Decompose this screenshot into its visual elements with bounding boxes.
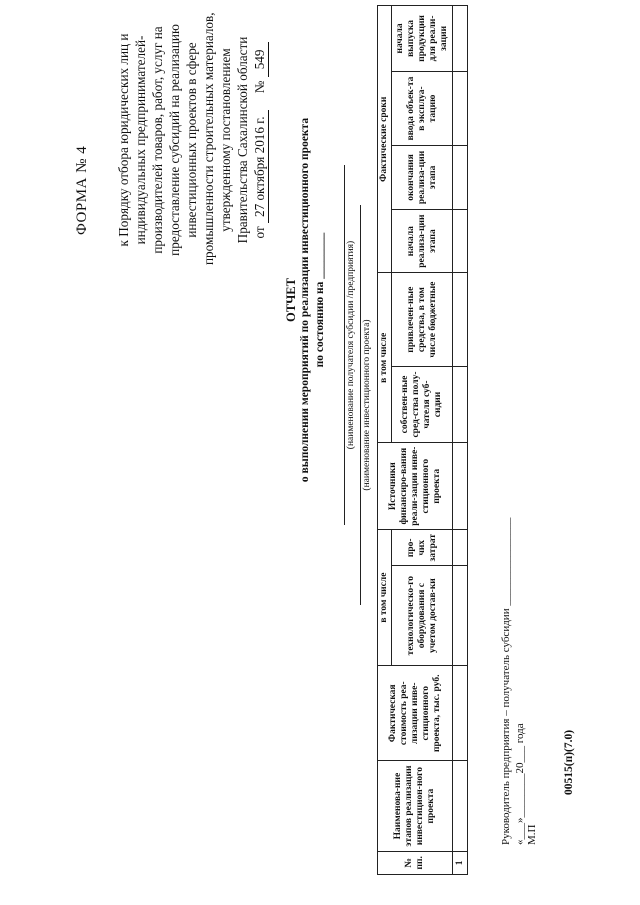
report-title: ОТЧЕТ: [284, 278, 298, 322]
table-cell: [453, 443, 468, 530]
col-header-stage: Наименова-ние этапов реализации инвестицион-ного проекта: [378, 761, 453, 851]
col-header-stage-end: окончания реализа-ции этапа: [392, 146, 453, 210]
col-header-cost: Фактическая стоимость реа-лизации инве-стиционного проекта, тыс. руб.: [378, 666, 453, 761]
table-cell: [453, 761, 468, 851]
form-title: ФОРМА № 4: [74, 145, 90, 235]
header-line: к Порядку отбора юридических лиц и: [116, 33, 131, 247]
header-line: инвестиционных проектов в сфере: [184, 42, 199, 238]
document-code: 00515(п)(7.0): [563, 729, 575, 795]
sign-no-label: №: [252, 80, 267, 94]
sign-date: 27 октября 2016 г.: [251, 110, 269, 223]
sign-no: 549: [251, 42, 269, 78]
project-caption: (наименование инвестиционного проекта): [362, 319, 372, 491]
col-header-including-cost: в том числе: [378, 530, 392, 666]
recipient-line: [344, 165, 345, 525]
col-header-number: № пп.: [378, 851, 453, 874]
report-date: по состоянию на ________: [314, 232, 326, 368]
date-line: «___»________20___ года: [514, 723, 526, 845]
col-header-stage-start: начала реализа-ции этапа: [392, 209, 453, 273]
col-header-including-sources: в том числе: [378, 273, 392, 443]
row-number: 1: [453, 851, 468, 874]
col-header-deadlines: Фактические сроки: [378, 6, 392, 273]
form-header: [115, 12, 269, 265]
table-cell: [453, 273, 468, 366]
table-cell: [453, 530, 468, 566]
col-header-own-funds: собствен-ные сред-ства полу-чателя суб-сидии: [392, 366, 453, 442]
project-line: [360, 205, 361, 605]
signature-line: Руководитель предприятия – получатель субсидии ________________: [500, 517, 512, 845]
table-cell: [453, 6, 468, 72]
table-cell: [453, 146, 468, 210]
header-line: Правительства Сахалинской области: [235, 36, 250, 244]
header-line: предоставление субсидий на реализацию: [167, 24, 182, 256]
sign-prefix: от: [252, 226, 267, 239]
table-cell: [453, 666, 468, 761]
report-subtitle: о выполнении мероприятий по реализации инвестиционного проекта: [299, 117, 311, 483]
report-table: [377, 5, 468, 875]
header-line: утвержденному постановлением: [218, 48, 233, 232]
recipient-caption: (наименование получателя субсидии /предприятия): [346, 240, 356, 450]
col-header-equipment: технологическо-го оборудования с учетом достав-ки: [392, 566, 453, 666]
table-cell: [453, 366, 468, 442]
sign-line: [251, 15, 269, 265]
table-cell: [453, 566, 468, 666]
header-line: промышленности строительных материалов,: [201, 12, 216, 265]
table-cell: [453, 71, 468, 145]
table-cell: [453, 209, 468, 273]
col-header-other-costs: про-чих затрат: [392, 530, 453, 566]
col-header-commissioning: ввода объек-та в эксплуа-тацию: [392, 71, 453, 145]
header-line: производителей товаров, работ, услуг на: [150, 26, 165, 254]
table-row: [453, 6, 468, 875]
header-line: индивидуальных предпринимателей-: [133, 35, 148, 245]
col-header-attracted-funds: привлечен-ные средства, в том числе бюджетные: [392, 273, 453, 366]
stamp-label: М.П: [526, 824, 538, 845]
col-header-sources: Источники финансиро-вания реали-зации инве-стиционного проекта: [378, 443, 453, 530]
col-header-production-start: начала выпуска продукции для реали-зации: [392, 6, 453, 72]
